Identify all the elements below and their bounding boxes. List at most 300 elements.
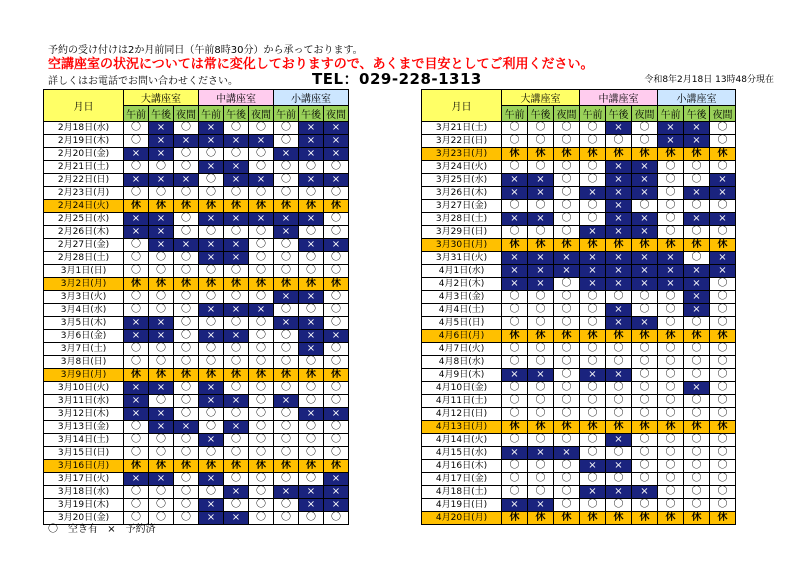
available-cell: 〇: [174, 265, 199, 278]
available-cell: 〇: [580, 291, 606, 304]
reserved-cell: ×: [632, 161, 658, 174]
reserved-cell: ×: [554, 265, 580, 278]
available-cell: 〇: [502, 200, 528, 213]
available-cell: 〇: [528, 291, 554, 304]
reserved-cell: ×: [199, 252, 224, 265]
available-cell: 〇: [554, 135, 580, 148]
available-cell: 〇: [149, 252, 174, 265]
table-row: [422, 369, 736, 382]
available-cell: 〇: [149, 434, 174, 447]
table-row: [44, 382, 349, 395]
reserved-cell: ×: [299, 213, 324, 226]
available-cell: 〇: [224, 343, 249, 356]
available-cell: 〇: [502, 382, 528, 395]
available-cell: 〇: [174, 330, 199, 343]
date-cell: 2月20日(金): [44, 148, 124, 161]
available-cell: 〇: [684, 161, 710, 174]
available-cell: 〇: [299, 226, 324, 239]
available-cell: 〇: [606, 395, 632, 408]
slot-header-night: 夜間: [554, 106, 580, 122]
reserved-cell: ×: [528, 447, 554, 460]
available-cell: 〇: [554, 291, 580, 304]
available-cell: 〇: [710, 447, 736, 460]
reserved-cell: ×: [124, 213, 149, 226]
reserved-cell: ×: [174, 174, 199, 187]
date-cell: 4月20日(月): [422, 512, 502, 525]
reserved-cell: ×: [199, 213, 224, 226]
available-cell: 〇: [224, 187, 249, 200]
available-cell: 〇: [224, 434, 249, 447]
available-cell: 〇: [124, 122, 149, 135]
available-cell: 〇: [274, 434, 299, 447]
slot-header-morning: 午前: [274, 106, 299, 122]
reserved-cell: ×: [274, 486, 299, 499]
available-cell: 〇: [684, 473, 710, 486]
legend: [48, 520, 162, 535]
reserved-cell: ×: [528, 213, 554, 226]
closed-cell: 休: [149, 200, 174, 213]
room-header-small: 小講座室: [274, 90, 349, 106]
closed-cell: 休: [528, 421, 554, 434]
reserved-cell: ×: [149, 174, 174, 187]
available-cell: 〇: [174, 382, 199, 395]
available-cell: 〇: [684, 486, 710, 499]
closed-cell: 休: [149, 278, 174, 291]
date-cell: 3月7日(土): [44, 343, 124, 356]
available-cell: 〇: [249, 434, 274, 447]
reserved-cell: ×: [580, 226, 606, 239]
available-cell: 〇: [299, 512, 324, 525]
closed-cell: 休: [684, 239, 710, 252]
available-cell: 〇: [658, 200, 684, 213]
closed-cell: 休: [632, 239, 658, 252]
date-cell: 4月9日(木): [422, 369, 502, 382]
available-cell: 〇: [274, 421, 299, 434]
available-cell: 〇: [606, 408, 632, 421]
reserved-cell: ×: [299, 239, 324, 252]
available-cell: 〇: [149, 356, 174, 369]
available-cell: 〇: [149, 187, 174, 200]
closed-cell: 休: [606, 239, 632, 252]
available-cell: 〇: [224, 265, 249, 278]
available-cell: 〇: [658, 213, 684, 226]
closed-cell: 休: [502, 330, 528, 343]
date-cell: 3月8日(日): [44, 356, 124, 369]
reserved-cell: ×: [324, 330, 349, 343]
reserved-cell: ×: [149, 239, 174, 252]
available-cell: 〇: [684, 369, 710, 382]
available-cell: 〇: [199, 317, 224, 330]
available-cell: 〇: [174, 122, 199, 135]
reserved-cell: ×: [199, 304, 224, 317]
available-cell: 〇: [324, 421, 349, 434]
available-cell: 〇: [199, 265, 224, 278]
closed-cell: 休: [174, 200, 199, 213]
available-cell: 〇: [174, 434, 199, 447]
table-row: [422, 304, 736, 317]
reserved-cell: ×: [684, 122, 710, 135]
available-cell: 〇: [632, 291, 658, 304]
available-cell: 〇: [710, 226, 736, 239]
reserved-cell: ×: [710, 213, 736, 226]
reserved-cell: ×: [199, 135, 224, 148]
available-cell: 〇: [632, 369, 658, 382]
legend-available: 〇 空き有: [48, 524, 98, 535]
date-cell: 3月25日(水): [422, 174, 502, 187]
reserved-cell: ×: [199, 512, 224, 525]
available-cell: 〇: [199, 174, 224, 187]
closed-cell: 休: [684, 421, 710, 434]
available-cell: 〇: [224, 317, 249, 330]
available-cell: 〇: [224, 382, 249, 395]
table-row: [422, 421, 736, 434]
table-row: [422, 499, 736, 512]
date-cell: 4月17日(金): [422, 473, 502, 486]
date-cell: 3月21日(土): [422, 122, 502, 135]
closed-cell: 休: [684, 512, 710, 525]
reserved-cell: ×: [299, 330, 324, 343]
available-cell: 〇: [554, 200, 580, 213]
reserved-cell: ×: [324, 408, 349, 421]
available-cell: 〇: [502, 161, 528, 174]
reserved-cell: ×: [199, 122, 224, 135]
reserved-cell: ×: [299, 122, 324, 135]
reserved-cell: ×: [249, 174, 274, 187]
available-cell: 〇: [174, 213, 199, 226]
reserved-cell: ×: [124, 174, 149, 187]
available-cell: 〇: [124, 447, 149, 460]
date-cell: 2月27日(金): [44, 239, 124, 252]
table-row: [422, 395, 736, 408]
date-cell: 3月26日(木): [422, 187, 502, 200]
available-cell: 〇: [249, 317, 274, 330]
available-cell: 〇: [606, 291, 632, 304]
reserved-cell: ×: [502, 369, 528, 382]
table-row: [44, 421, 349, 434]
reserved-cell: ×: [710, 174, 736, 187]
available-cell: 〇: [174, 304, 199, 317]
available-cell: 〇: [249, 382, 274, 395]
closed-cell: 休: [710, 512, 736, 525]
reserved-cell: ×: [606, 434, 632, 447]
slot-header-afternoon: 午後: [224, 106, 249, 122]
available-cell: 〇: [710, 278, 736, 291]
slot-header-night: 夜間: [710, 106, 736, 122]
available-cell: 〇: [224, 499, 249, 512]
reserved-cell: ×: [684, 187, 710, 200]
reserved-cell: ×: [606, 213, 632, 226]
table-row: [422, 343, 736, 356]
reserved-cell: ×: [299, 408, 324, 421]
available-cell: 〇: [299, 447, 324, 460]
reserved-cell: ×: [684, 291, 710, 304]
reserved-cell: ×: [124, 382, 149, 395]
reserved-cell: ×: [632, 317, 658, 330]
reserved-cell: ×: [224, 395, 249, 408]
closed-cell: 休: [710, 148, 736, 161]
closed-cell: 休: [580, 512, 606, 525]
available-cell: 〇: [274, 265, 299, 278]
reserved-cell: ×: [528, 252, 554, 265]
table-row: [44, 486, 349, 499]
available-cell: 〇: [554, 304, 580, 317]
table-row: [44, 434, 349, 447]
available-cell: 〇: [580, 135, 606, 148]
available-cell: 〇: [274, 356, 299, 369]
slot-header-morning: 午前: [199, 106, 224, 122]
closed-cell: 休: [174, 460, 199, 473]
table-row: [422, 265, 736, 278]
available-cell: 〇: [274, 252, 299, 265]
reserved-cell: ×: [299, 174, 324, 187]
closed-cell: 休: [580, 421, 606, 434]
available-cell: 〇: [324, 447, 349, 460]
date-cell: 2月21日(土): [44, 161, 124, 174]
available-cell: 〇: [528, 343, 554, 356]
closed-cell: 休: [502, 421, 528, 434]
table-row: [44, 447, 349, 460]
phone-number: TEL：029-228-1313: [312, 70, 482, 88]
closed-cell: 休: [658, 421, 684, 434]
reserved-cell: ×: [632, 265, 658, 278]
closed-cell: 休: [632, 512, 658, 525]
reserved-cell: ×: [149, 330, 174, 343]
closed-cell: 休: [124, 369, 149, 382]
slot-header-morning: 午前: [658, 106, 684, 122]
table-row: [44, 395, 349, 408]
reserved-cell: ×: [606, 161, 632, 174]
reserved-cell: ×: [658, 278, 684, 291]
reserved-cell: ×: [606, 226, 632, 239]
available-cell: 〇: [124, 161, 149, 174]
date-cell: 4月15日(水): [422, 447, 502, 460]
date-cell: 4月7日(火): [422, 343, 502, 356]
reserved-cell: ×: [199, 239, 224, 252]
reserved-cell: ×: [606, 252, 632, 265]
reserved-cell: ×: [658, 252, 684, 265]
table-row: [44, 499, 349, 512]
reserved-cell: ×: [224, 239, 249, 252]
available-cell: 〇: [124, 512, 149, 525]
available-cell: 〇: [684, 447, 710, 460]
available-cell: 〇: [274, 330, 299, 343]
available-cell: 〇: [299, 252, 324, 265]
available-cell: 〇: [710, 135, 736, 148]
available-cell: 〇: [710, 161, 736, 174]
available-cell: 〇: [580, 317, 606, 330]
closed-cell: 休: [658, 330, 684, 343]
available-cell: 〇: [502, 473, 528, 486]
available-cell: 〇: [274, 239, 299, 252]
closed-cell: 休: [124, 200, 149, 213]
available-cell: 〇: [684, 226, 710, 239]
available-cell: 〇: [528, 460, 554, 473]
closed-cell: 休: [324, 200, 349, 213]
closed-cell: 休: [554, 148, 580, 161]
closed-cell: 休: [274, 369, 299, 382]
table-row: [422, 148, 736, 161]
closed-cell: 休: [224, 369, 249, 382]
available-cell: 〇: [174, 499, 199, 512]
available-cell: 〇: [324, 252, 349, 265]
available-cell: 〇: [658, 408, 684, 421]
closed-cell: 休: [528, 330, 554, 343]
reserved-cell: ×: [684, 265, 710, 278]
reserved-cell: ×: [199, 330, 224, 343]
available-cell: 〇: [658, 187, 684, 200]
available-cell: 〇: [124, 486, 149, 499]
available-cell: 〇: [274, 122, 299, 135]
available-cell: 〇: [124, 291, 149, 304]
available-cell: 〇: [710, 343, 736, 356]
available-cell: 〇: [249, 330, 274, 343]
available-cell: 〇: [658, 499, 684, 512]
available-cell: 〇: [632, 356, 658, 369]
available-cell: 〇: [606, 382, 632, 395]
available-cell: 〇: [684, 356, 710, 369]
available-cell: 〇: [684, 460, 710, 473]
table-row: [422, 512, 736, 525]
slot-header-night: 夜間: [632, 106, 658, 122]
available-cell: 〇: [710, 122, 736, 135]
available-cell: 〇: [199, 148, 224, 161]
table-row: [422, 135, 736, 148]
available-cell: 〇: [554, 499, 580, 512]
available-cell: 〇: [249, 161, 274, 174]
reserved-cell: ×: [124, 395, 149, 408]
closed-cell: 休: [124, 460, 149, 473]
date-cell: 3月5日(木): [44, 317, 124, 330]
closed-cell: 休: [632, 330, 658, 343]
available-cell: 〇: [658, 161, 684, 174]
available-cell: 〇: [710, 304, 736, 317]
available-cell: 〇: [502, 356, 528, 369]
available-cell: 〇: [528, 356, 554, 369]
reserved-cell: ×: [124, 473, 149, 486]
available-cell: 〇: [224, 356, 249, 369]
available-cell: 〇: [249, 148, 274, 161]
available-cell: 〇: [174, 512, 199, 525]
available-cell: 〇: [710, 408, 736, 421]
reserved-cell: ×: [249, 304, 274, 317]
available-cell: 〇: [174, 408, 199, 421]
available-cell: 〇: [249, 486, 274, 499]
closed-cell: 休: [324, 278, 349, 291]
available-cell: 〇: [124, 265, 149, 278]
slot-header-afternoon: 午後: [606, 106, 632, 122]
available-cell: 〇: [710, 200, 736, 213]
table-row: [422, 200, 736, 213]
closed-cell: 休: [606, 330, 632, 343]
reserved-cell: ×: [224, 304, 249, 317]
available-cell: 〇: [324, 291, 349, 304]
closed-cell: 休: [580, 148, 606, 161]
available-cell: 〇: [299, 187, 324, 200]
available-cell: 〇: [174, 395, 199, 408]
available-cell: 〇: [528, 395, 554, 408]
available-cell: 〇: [324, 356, 349, 369]
available-cell: 〇: [274, 499, 299, 512]
available-cell: 〇: [274, 408, 299, 421]
available-cell: 〇: [632, 382, 658, 395]
table-row: [44, 408, 349, 421]
available-cell: 〇: [580, 395, 606, 408]
available-cell: 〇: [502, 395, 528, 408]
available-cell: 〇: [149, 265, 174, 278]
closed-cell: 休: [502, 148, 528, 161]
reserved-cell: ×: [502, 187, 528, 200]
available-cell: 〇: [299, 382, 324, 395]
date-cell: 3月16日(月): [44, 460, 124, 473]
available-cell: 〇: [528, 135, 554, 148]
available-cell: 〇: [528, 382, 554, 395]
reserved-cell: ×: [606, 122, 632, 135]
reserved-cell: ×: [606, 304, 632, 317]
available-cell: 〇: [710, 460, 736, 473]
closed-cell: 休: [299, 369, 324, 382]
reserved-cell: ×: [606, 369, 632, 382]
date-cell: 2月18日(水): [44, 122, 124, 135]
available-cell: 〇: [710, 499, 736, 512]
closed-cell: 休: [299, 278, 324, 291]
available-cell: 〇: [249, 265, 274, 278]
available-cell: 〇: [658, 434, 684, 447]
date-cell: 2月28日(土): [44, 252, 124, 265]
available-cell: 〇: [554, 343, 580, 356]
available-cell: 〇: [274, 447, 299, 460]
reserved-cell: ×: [149, 473, 174, 486]
available-cell: 〇: [502, 304, 528, 317]
table-row: [44, 317, 349, 330]
reserved-cell: ×: [658, 265, 684, 278]
available-cell: 〇: [606, 343, 632, 356]
available-cell: 〇: [174, 317, 199, 330]
date-cell: 3月10日(火): [44, 382, 124, 395]
closed-cell: 休: [632, 148, 658, 161]
available-cell: 〇: [528, 408, 554, 421]
table-row: [422, 239, 736, 252]
available-cell: 〇: [324, 161, 349, 174]
reserved-cell: ×: [199, 473, 224, 486]
available-cell: 〇: [658, 369, 684, 382]
date-cell: 3月1日(日): [44, 265, 124, 278]
closed-cell: 休: [249, 200, 274, 213]
available-cell: 〇: [174, 473, 199, 486]
available-cell: 〇: [502, 434, 528, 447]
closed-cell: 休: [684, 330, 710, 343]
available-cell: 〇: [684, 252, 710, 265]
closed-cell: 休: [710, 330, 736, 343]
reserved-cell: ×: [274, 148, 299, 161]
table-row: [44, 135, 349, 148]
table-row: [422, 161, 736, 174]
table-row: [44, 291, 349, 304]
available-cell: 〇: [174, 252, 199, 265]
available-cell: 〇: [274, 304, 299, 317]
reserved-cell: ×: [606, 187, 632, 200]
date-cell: 4月3日(金): [422, 291, 502, 304]
reserved-cell: ×: [710, 252, 736, 265]
table-row: [422, 252, 736, 265]
reserved-cell: ×: [528, 174, 554, 187]
reserved-cell: ×: [149, 421, 174, 434]
table-row: [44, 304, 349, 317]
room-header-large: 大講座室: [502, 90, 580, 106]
available-cell: 〇: [580, 213, 606, 226]
available-cell: 〇: [528, 304, 554, 317]
reserved-cell: ×: [299, 148, 324, 161]
reserved-cell: ×: [149, 135, 174, 148]
